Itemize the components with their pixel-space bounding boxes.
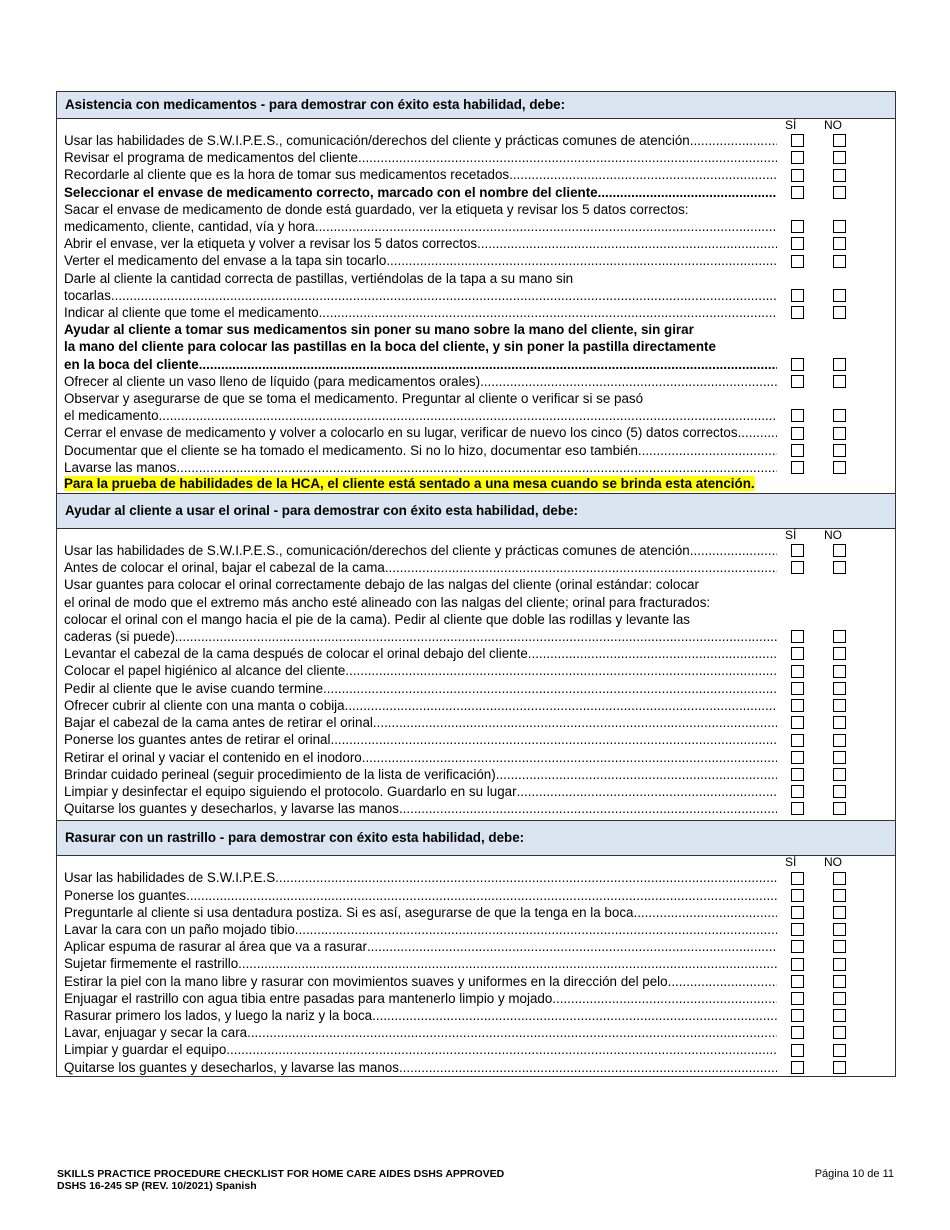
- checklist-item-text: Lavar, enjuagar y secar la cara: [64, 1025, 248, 1041]
- checklist-item-leader: [64, 766, 777, 783]
- checklist-item-leader: [64, 184, 777, 201]
- dot-leader: [509, 166, 777, 183]
- checkbox-si[interactable]: [791, 134, 804, 147]
- checkbox-si[interactable]: [791, 561, 804, 574]
- checklist-item: [64, 270, 895, 304]
- checklist-item-text: Recordarle al cliente que es la hora de tomar sus medicamentos recetados: [64, 167, 510, 183]
- checklist-item: [64, 304, 895, 321]
- checklist-item-text: en la boca del cliente: [64, 356, 199, 372]
- checklist-item-leader: [64, 680, 777, 697]
- bedpan-assistance-section-title: Ayudar al cliente a usar el orinal - para demostrar con éxito esta habilidad, debe:: [57, 493, 895, 529]
- checkbox-no[interactable]: [833, 561, 846, 574]
- checkbox-si[interactable]: [791, 1061, 804, 1074]
- dot-leader: [598, 184, 777, 201]
- checklist-item-text: Cerrar el envase de medicamento y volver a colocarlo en su lugar, verificar de nuevo los cinco (5) datos correctos.: [64, 425, 742, 441]
- dot-leader: [319, 304, 777, 321]
- dot-leader: [345, 662, 777, 679]
- checkbox-no[interactable]: [833, 958, 846, 971]
- checklist-item-leader: [64, 973, 777, 990]
- checkbox-si[interactable]: [791, 682, 804, 695]
- checklist-item-leader: [64, 990, 777, 1007]
- checklist-item-text-line: Darle al cliente la cantidad correcta de pastillas, vertiéndolas de la tapa a su mano sin: [64, 270, 574, 286]
- checkbox-si[interactable]: [791, 544, 804, 557]
- checklist-item-text: Enjuagar el rastrillo con agua tibia entre pasadas para mantenerlo limpio y mojado: [64, 990, 553, 1006]
- checklist-item-text: Bajar el cabezal de la cama antes de retirar el orinal: [64, 715, 373, 731]
- dot-leader: [399, 800, 777, 817]
- checklist-item: [64, 783, 895, 800]
- checklist-item-leader: [64, 304, 777, 321]
- checklist-item: [64, 662, 895, 679]
- checklist-item-leader: [64, 252, 777, 269]
- checkbox-no[interactable]: [833, 444, 846, 457]
- checklist-item-leader: [64, 542, 777, 559]
- checkbox-si[interactable]: [791, 169, 804, 182]
- dot-leader: [741, 424, 777, 441]
- checklist-item-text: Ofrecer cubrir al cliente con una manta o cobija: [64, 697, 345, 713]
- checklist-item: [64, 166, 895, 183]
- checklist-item-leader: [64, 921, 777, 938]
- column-headers: [64, 856, 895, 869]
- dot-leader: [111, 287, 777, 304]
- dot-leader: [386, 252, 777, 269]
- checklist-item: [64, 887, 895, 904]
- checklist-item-text: Usar las habilidades de S.W.I.P.E.S., comunicación/derechos del cliente y prácticas comunes de atención: [64, 543, 690, 559]
- checklist-item-text: Quitarse los guantes y desecharlos, y lavarse las manos: [64, 1059, 399, 1075]
- checklist-item: [64, 321, 895, 373]
- dot-leader: [367, 938, 777, 955]
- checklist-item-leader: [64, 132, 777, 149]
- page-number: Página 10 de 11: [814, 1168, 894, 1180]
- checkbox-no[interactable]: [833, 169, 846, 182]
- hca-test-note: [64, 476, 895, 493]
- checklist-item-text: Indicar al cliente que tome el medicamento: [64, 305, 319, 321]
- checkbox-no[interactable]: [833, 220, 846, 233]
- checkbox-no[interactable]: [833, 151, 846, 164]
- checklist-item-text: Abrir el envase, ver la etiqueta y volver a revisar los 5 datos correctos: [64, 236, 478, 252]
- checklist-item-text: Antes de colocar el orinal, bajar el cabezal de la cama: [64, 560, 385, 576]
- checkbox-si[interactable]: [791, 751, 804, 764]
- checkbox-no[interactable]: [833, 630, 846, 643]
- checklist-item-text: Revisar el programa de medicamentos del cliente: [64, 150, 358, 166]
- checklist-item-text: Usar las habilidades de S.W.I.P.E.S.: [64, 870, 279, 886]
- checklist-item-text: Limpiar y guardar el equipo: [64, 1042, 227, 1058]
- checkbox-si[interactable]: [791, 1044, 804, 1057]
- checklist-item-text: tocarlas: [64, 287, 111, 303]
- dot-leader: [315, 218, 777, 235]
- column-header-no: NO: [824, 528, 842, 543]
- dot-leader: [399, 1059, 777, 1076]
- checklist-item-leader: [64, 904, 777, 921]
- checkbox-si[interactable]: [791, 906, 804, 919]
- checklist-item: [64, 938, 895, 955]
- checklist-item: [64, 542, 895, 559]
- checklist-item-text: Lavar la cara con un paño mojado tibio: [64, 921, 295, 937]
- checkbox-no[interactable]: [833, 734, 846, 747]
- razor-shaving-section-title: Rasurar con un rastrillo - para demostrar con éxito esta habilidad, debe:: [57, 820, 895, 856]
- checklist-item-leader: [64, 373, 777, 390]
- dot-leader: [175, 628, 777, 645]
- checklist-item: [64, 132, 895, 149]
- checkbox-si[interactable]: [791, 699, 804, 712]
- checklist-item-text: Lavarse las manos: [64, 459, 177, 475]
- dot-leader: [517, 783, 777, 800]
- checkbox-no[interactable]: [833, 872, 846, 885]
- checkbox-no[interactable]: [833, 237, 846, 250]
- checkbox-si[interactable]: [791, 958, 804, 971]
- checkbox-si[interactable]: [791, 151, 804, 164]
- checklist-item: [64, 1007, 895, 1024]
- checklist-item-text: Levantar el cabezal de la cama después de colocar el orinal debajo del cliente: [64, 646, 528, 662]
- checklist-item: [64, 766, 895, 783]
- checklist-item-text: Pedir al cliente que le avise cuando termine: [64, 680, 324, 696]
- dot-leader: [385, 559, 777, 576]
- checklist-item-leader: [64, 697, 777, 714]
- checkbox-no[interactable]: [833, 940, 846, 953]
- checkbox-no[interactable]: [833, 665, 846, 678]
- checklist-item: [64, 904, 895, 921]
- checkbox-si[interactable]: [791, 630, 804, 643]
- checklist-item: [64, 576, 895, 645]
- column-header-si: SÍ: [785, 528, 797, 543]
- dot-leader: [552, 990, 777, 1007]
- checklist-item-leader: [64, 459, 777, 476]
- dot-leader: [345, 697, 777, 714]
- checklist-item-text: Ponerse los guantes antes de retirar el orinal: [64, 732, 331, 748]
- checkbox-no[interactable]: [833, 889, 846, 902]
- checklist-item: [64, 869, 895, 886]
- checklist-item-text-line: Usar guantes para colocar el orinal correctamente debajo de las nalgas del cliente (orinal estándar: colocar: [64, 577, 699, 593]
- checklist-item-text: Preguntarle al cliente si usa dentadura postiza. Si es así, asegurarse de que la tenga en la boca: [64, 904, 634, 920]
- checkbox-no[interactable]: [833, 906, 846, 919]
- checkbox-no[interactable]: [833, 751, 846, 764]
- razor-shaving-section-body: [57, 856, 895, 1075]
- column-headers: [64, 119, 895, 132]
- checklist-item-text: el medicamento: [64, 408, 159, 424]
- dot-leader: [247, 1024, 777, 1041]
- checklist-item-leader: [64, 218, 777, 235]
- footer-title: SKILLS PRACTICE PROCEDURE CHECKLIST FOR HOME CARE AIDES DSHS APPROVED: [57, 1168, 505, 1180]
- dot-leader: [477, 235, 777, 252]
- checklist-item: [64, 559, 895, 576]
- checkbox-no[interactable]: [833, 682, 846, 695]
- checklist-item-leader: [64, 149, 777, 166]
- column-headers: [64, 529, 895, 542]
- checkbox-si[interactable]: [791, 237, 804, 250]
- checklist-item-text: Verter el medicamento del envase a la tapa sin tocarlo: [64, 253, 387, 269]
- checkbox-si[interactable]: [791, 427, 804, 440]
- bedpan-assistance-section-body: [57, 529, 895, 820]
- footer-form-number: DSHS 16-245 SP (REV. 10/2021) Spanish: [57, 1180, 257, 1192]
- checklist-item-leader: [64, 424, 777, 441]
- dot-leader: [690, 542, 777, 559]
- checklist-item: [64, 459, 895, 476]
- section-spacer: [64, 817, 895, 820]
- checklist-item-text: Retirar el orinal y vaciar el contenido en el inodoro: [64, 749, 362, 765]
- checklist-item-text: Usar las habilidades de S.W.I.P.E.S., comunicación/derechos del cliente y prácticas comunes de atención: [64, 133, 690, 148]
- checkbox-si[interactable]: [791, 186, 804, 199]
- checklist-item-text: Limpiar y desinfectar el equipo siguiendo el protocolo. Guardarlo en su lugar: [64, 783, 517, 799]
- checklist-item: [64, 424, 895, 441]
- checklist-item: [64, 800, 895, 817]
- checkbox-no[interactable]: [833, 409, 846, 422]
- checkbox-si[interactable]: [791, 358, 804, 371]
- checklist-item-text: Rasurar primero los lados, y luego la nariz y la boca: [64, 1007, 373, 1023]
- checkbox-si[interactable]: [791, 785, 804, 798]
- checkbox-no[interactable]: [833, 375, 846, 388]
- dot-leader: [186, 887, 777, 904]
- dot-leader: [638, 442, 777, 459]
- checklist-item-text-line: el orinal de modo que el extremo más ancho esté alineado con las nalgas del cliente; orinal para fracturados:: [64, 594, 711, 610]
- checkbox-no[interactable]: [833, 768, 846, 781]
- checklist-item: [64, 373, 895, 390]
- checkbox-no[interactable]: [833, 1044, 846, 1057]
- checkbox-no[interactable]: [833, 923, 846, 936]
- dot-leader: [528, 645, 777, 662]
- checklist-item: [64, 955, 895, 972]
- checklist-item-leader: [64, 1024, 777, 1041]
- checklist-item-text: caderas (si puede): [64, 629, 175, 645]
- column-header-si: SÍ: [785, 855, 797, 870]
- checklist-item-leader: [64, 731, 777, 748]
- checklist-item: [64, 973, 895, 990]
- checkbox-si[interactable]: [791, 444, 804, 457]
- checklist-frame: [56, 91, 896, 1077]
- checklist-item: [64, 731, 895, 748]
- checklist-item-text-line: Ayudar al cliente a tomar sus medicamentos sin poner su mano sobre la mano del cliente, sin girar: [64, 322, 694, 338]
- checklist-item: [64, 714, 895, 731]
- checklist-item: [64, 252, 895, 269]
- checklist-item-leader: [64, 1041, 777, 1058]
- checkbox-no[interactable]: [833, 134, 846, 147]
- checklist-item: [64, 184, 895, 201]
- dot-leader: [176, 459, 777, 476]
- dot-leader: [496, 766, 777, 783]
- dot-leader: [226, 1041, 777, 1058]
- checkbox-si[interactable]: [791, 665, 804, 678]
- column-header-no: NO: [824, 118, 842, 132]
- checkbox-no[interactable]: [833, 186, 846, 199]
- checklist-item-leader: [64, 662, 777, 679]
- checkbox-si[interactable]: [791, 461, 804, 474]
- checkbox-si[interactable]: [791, 872, 804, 885]
- dot-leader: [668, 973, 777, 990]
- dot-leader: [373, 714, 777, 731]
- column-header-no: NO: [824, 855, 842, 870]
- dot-leader: [358, 149, 777, 166]
- checkbox-no[interactable]: [833, 785, 846, 798]
- checkbox-no[interactable]: [833, 427, 846, 440]
- checklist-item-leader: [64, 442, 777, 459]
- column-header-si: SÍ: [785, 118, 797, 132]
- footer: [57, 1168, 504, 1192]
- checklist-item-text-line: Observar y asegurarse de que se toma el medicamento. Preguntar al cliente o verificar si se pasó: [64, 391, 644, 407]
- checkbox-si[interactable]: [791, 409, 804, 422]
- medication-assistance-section-body: [57, 119, 895, 493]
- checklist-item-leader: [64, 800, 777, 817]
- checklist-item: [64, 390, 895, 424]
- dot-leader: [330, 731, 777, 748]
- checklist-item-leader: [64, 628, 777, 645]
- checklist-item-text: Documentar que el cliente se ha tomado el medicamento. Si no lo hizo, documentar eso también: [64, 442, 638, 458]
- checklist-item-leader: [64, 955, 777, 972]
- checklist-item-text: Aplicar espuma de rasurar al área que va a rasurar: [64, 939, 367, 955]
- checklist-item-text: Colocar el papel higiénico al alcance del cliente: [64, 663, 346, 679]
- checklist-item-text: Quitarse los guantes y desecharlos, y lavarse las manos: [64, 801, 399, 817]
- checklist-item-leader: [64, 783, 777, 800]
- dot-leader: [159, 407, 777, 424]
- checklist-item-leader: [64, 235, 777, 252]
- dot-leader: [279, 869, 777, 886]
- hca-test-note-text: Para la prueba de habilidades de la HCA, el cliente está sentado a una mesa cuando se brinda esta atención.: [64, 476, 755, 492]
- checklist-item-leader: [64, 356, 777, 373]
- checklist-item-leader: [64, 1007, 777, 1024]
- checklist-item-leader: [64, 1059, 777, 1076]
- checklist-item-text-line: colocar el orinal con el mango hacia el pie de la cama). Pedir al cliente que doble las rodillas y levante las: [64, 611, 690, 627]
- checkbox-no[interactable]: [833, 461, 846, 474]
- checklist-item: [64, 990, 895, 1007]
- dot-leader: [372, 1007, 777, 1024]
- checkbox-no[interactable]: [833, 544, 846, 557]
- checklist-item-text: Ofrecer al cliente un vaso lleno de líquido (para medicamentos orales): [64, 373, 481, 389]
- checkbox-si[interactable]: [791, 889, 804, 902]
- checklist-item-text: Brindar cuidado perineal (seguir procedimiento de la lista de verificación): [64, 766, 496, 782]
- checklist-item: [64, 149, 895, 166]
- checklist-item: [64, 921, 895, 938]
- checkbox-no[interactable]: [833, 802, 846, 815]
- checkbox-si[interactable]: [791, 923, 804, 936]
- checklist-item: [64, 1041, 895, 1058]
- checklist-item: [64, 201, 895, 235]
- checkbox-no[interactable]: [833, 1061, 846, 1074]
- checklist-item-text: Estirar la piel con la mano libre y rasurar con movimientos suaves y uniformes en la dirección del pelo: [64, 973, 668, 989]
- checklist-item-leader: [64, 166, 777, 183]
- checklist-item: [64, 1024, 895, 1041]
- checklist-item-leader: [64, 559, 777, 576]
- checkbox-si[interactable]: [791, 940, 804, 953]
- checkbox-si[interactable]: [791, 220, 804, 233]
- dot-leader: [323, 680, 777, 697]
- checkbox-si[interactable]: [791, 975, 804, 988]
- checkbox-no[interactable]: [833, 289, 846, 302]
- checkbox-si[interactable]: [791, 255, 804, 268]
- medication-assistance-section-title: Asistencia con medicamentos - para demostrar con éxito esta habilidad, debe:: [57, 92, 895, 119]
- checklist-item: [64, 697, 895, 714]
- dot-leader: [362, 749, 777, 766]
- checkbox-no[interactable]: [833, 647, 846, 660]
- checklist-item-text: medicamento, cliente, cantidad, vía y hora: [64, 219, 315, 235]
- dot-leader: [633, 904, 777, 921]
- checklist-item-leader: [64, 407, 777, 424]
- dot-leader: [238, 955, 777, 972]
- checklist-item-leader: [64, 938, 777, 955]
- checkbox-no[interactable]: [833, 699, 846, 712]
- checkbox-si[interactable]: [791, 1026, 804, 1039]
- checklist-item-leader: [64, 749, 777, 766]
- checklist-item: [64, 645, 895, 662]
- checklist-item-text: Seleccionar el envase de medicamento correcto, marcado con el nombre del cliente: [64, 184, 598, 200]
- dot-leader: [295, 921, 777, 938]
- checklist-item-leader: [64, 714, 777, 731]
- checkbox-no[interactable]: [833, 255, 846, 268]
- checkbox-si[interactable]: [791, 375, 804, 388]
- dot-leader: [690, 132, 777, 149]
- checkbox-si[interactable]: [791, 716, 804, 729]
- checklist-item-text-line: Sacar el envase de medicamento de donde está guardado, ver la etiqueta y revisar los 5 datos correctos:: [64, 201, 689, 217]
- checklist-item-leader: [64, 645, 777, 662]
- checkbox-no[interactable]: [833, 992, 846, 1005]
- checkbox-si[interactable]: [791, 768, 804, 781]
- checklist-item: [64, 1059, 895, 1076]
- checklist-item-text: Sujetar firmemente el rastrillo: [64, 956, 239, 972]
- checkbox-si[interactable]: [791, 734, 804, 747]
- checklist-item: [64, 442, 895, 459]
- checkbox-si[interactable]: [791, 306, 804, 319]
- checkbox-no[interactable]: [833, 975, 846, 988]
- checkbox-si[interactable]: [791, 802, 804, 815]
- checklist-item-leader: [64, 869, 777, 886]
- checklist-item: [64, 749, 895, 766]
- checklist-item-leader: [64, 887, 777, 904]
- checkbox-si[interactable]: [791, 647, 804, 660]
- checkbox-no[interactable]: [833, 1009, 846, 1022]
- checklist-item-leader: [64, 287, 777, 304]
- checklist-item-text-line: la mano del cliente para colocar las pastillas en la boca del cliente, y sin poner la pastilla directamente: [64, 339, 716, 355]
- checkbox-si[interactable]: [791, 289, 804, 302]
- checkbox-no[interactable]: [833, 1026, 846, 1039]
- checkbox-si[interactable]: [791, 992, 804, 1005]
- checkbox-si[interactable]: [791, 1009, 804, 1022]
- checkbox-no[interactable]: [833, 306, 846, 319]
- checklist-item: [64, 680, 895, 697]
- checklist-item-text: Ponerse los guantes: [64, 887, 187, 903]
- checkbox-no[interactable]: [833, 716, 846, 729]
- checkbox-no[interactable]: [833, 358, 846, 371]
- dot-leader: [480, 373, 777, 390]
- dot-leader: [199, 356, 777, 373]
- checklist-item: [64, 235, 895, 252]
